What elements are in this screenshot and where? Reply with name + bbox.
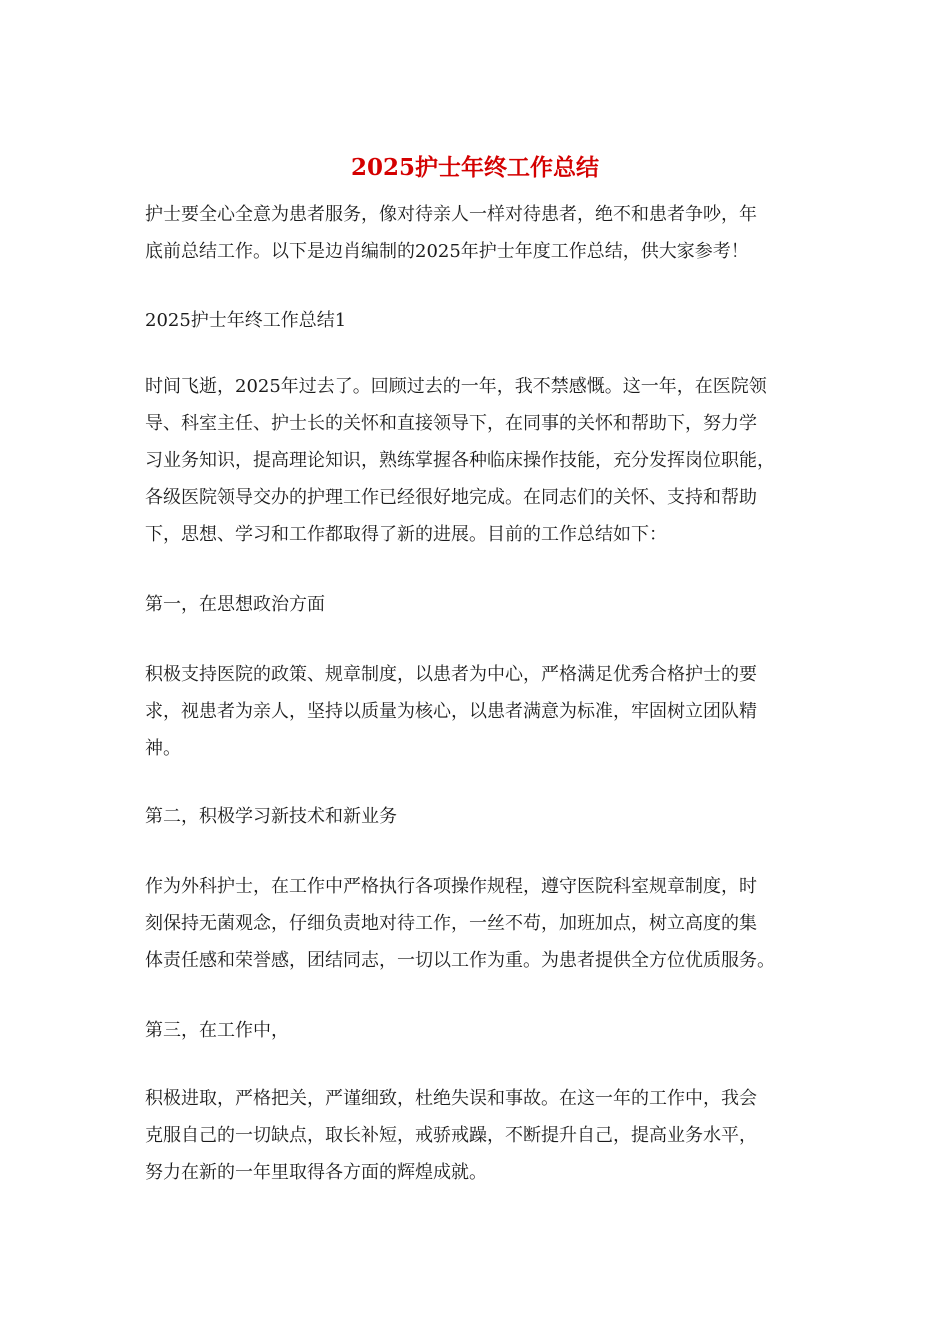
text-line: 底前总结工作。以下是边肖编制的2025年护士年度工作总结，供大家参考！ <box>145 241 749 262</box>
text-line: 第三，在工作中， <box>145 1020 289 1041</box>
section-heading <box>145 302 807 339</box>
point1-paragraph <box>145 656 807 767</box>
text-line: 克服自己的一切缺点，取长补短，戒骄戒躁，不断提升自己，提高业务水平， <box>145 1125 757 1146</box>
point3-heading <box>145 1012 807 1049</box>
text-line: 时间飞逝，2025年过去了。回顾过去的一年，我不禁感慨。这一年，在医院领 <box>145 376 767 397</box>
text-line: 求，视患者为亲人，坚持以质量为核心，以患者满意为标准，牢固树立团队精 <box>145 701 757 722</box>
intro-paragraph <box>145 196 807 270</box>
point3-paragraph <box>145 1080 807 1191</box>
text-line: 第一，在思想政治方面 <box>145 594 325 615</box>
text-line: 习业务知识，提高理论知识，熟练掌握各种临床操作技能，充分发挥岗位职能， <box>145 450 775 471</box>
document-title: 2025护士年终工作总结 <box>350 154 599 181</box>
text-line: 下，思想、学习和工作都取得了新的进展。目前的工作总结如下： <box>145 524 667 545</box>
text-line: 导、科室主任、护士长的关怀和直接领导下，在同事的关怀和帮助下，努力学 <box>145 413 757 434</box>
text-line: 积极进取，严格把关，严谨细致，杜绝失误和事故。在这一年的工作中，我会 <box>145 1088 757 1109</box>
text-line: 各级医院领导交办的护理工作已经很好地完成。在同志们的关怀、支持和帮助 <box>145 487 757 508</box>
point2-heading <box>145 798 807 835</box>
opening-paragraph <box>145 368 807 553</box>
text-line: 神。 <box>145 738 181 759</box>
text-line: 努力在新的一年里取得各方面的辉煌成就。 <box>145 1162 487 1183</box>
text-line: 第二，积极学习新技术和新业务 <box>145 806 397 827</box>
text-line: 作为外科护士，在工作中严格执行各项操作规程，遵守医院科室规章制度，时 <box>145 876 757 897</box>
point2-paragraph <box>145 868 807 979</box>
text-line: 积极支持医院的政策、规章制度，以患者为中心，严格满足优秀合格护士的要 <box>145 664 757 685</box>
text-line: 刻保持无菌观念，仔细负责地对待工作，一丝不苟，加班加点，树立高度的集 <box>145 913 757 934</box>
point1-heading <box>145 586 807 623</box>
text-line: 体责任感和荣誉感，团结同志，一切以工作为重。为患者提供全方位优质服务。 <box>145 950 775 971</box>
text-line: 2025护士年终工作总结1 <box>145 310 347 331</box>
text-line: 护士要全心全意为患者服务，像对待亲人一样对待患者，绝不和患者争吵，年 <box>145 204 757 225</box>
